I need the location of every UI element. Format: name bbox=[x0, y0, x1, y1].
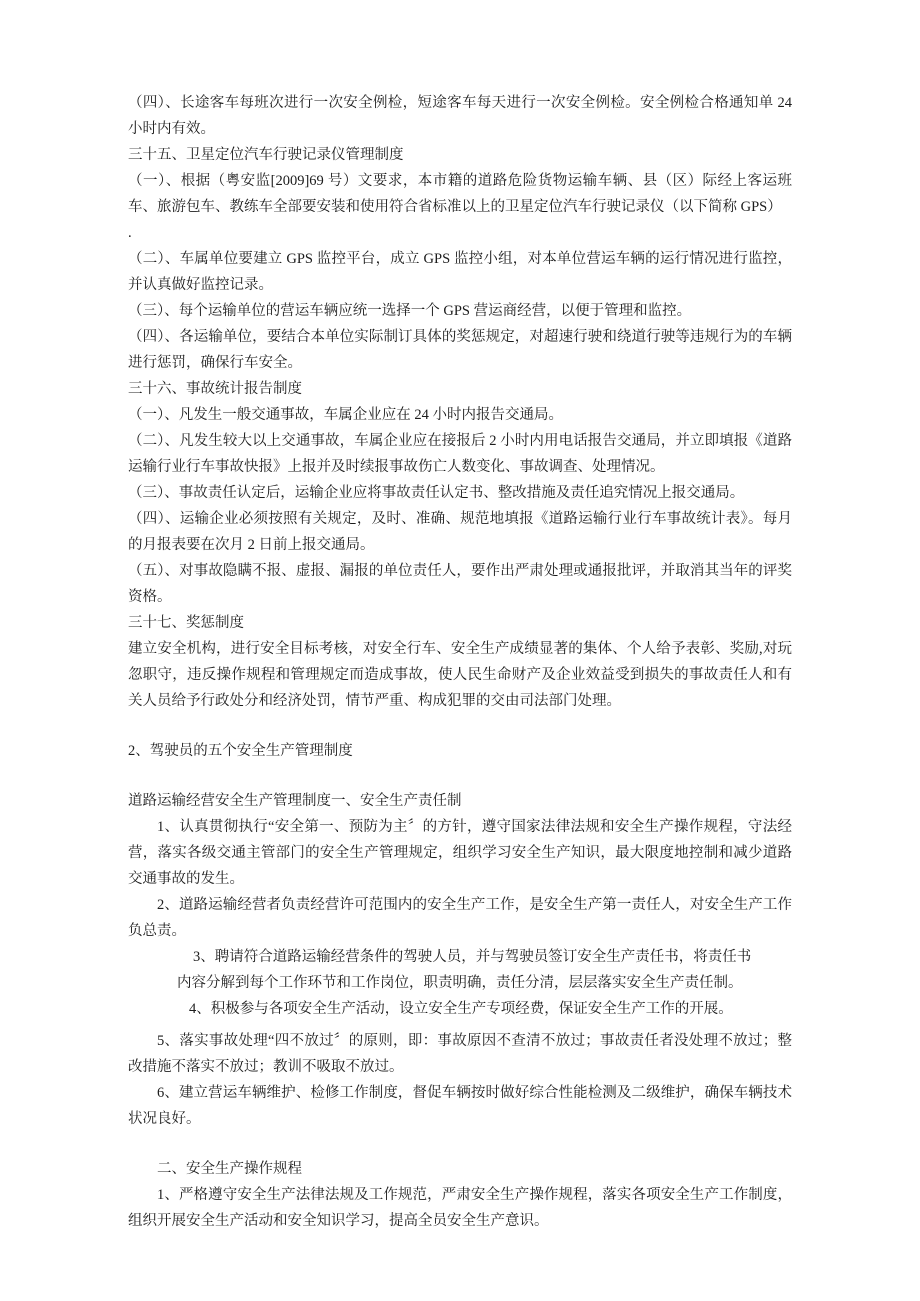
section-heading-responsibility-system: 道路运输经营安全生产管理制度一、安全生产责任制 bbox=[128, 793, 462, 809]
section-heading-driver-five-systems: 2、驾驶员的五个安全生产管理制度 bbox=[128, 743, 353, 759]
paragraph-resp-item4: 4、积极参与各项安全生产活动，设立安全生产专项经费，保证安全生产工作的开展。 bbox=[189, 1001, 733, 1017]
paragraph-resp-item3-line1: 3、聘请符合道路运输经营条件的驾驶人员，并与驾驶员签订安全生产责任书，将责任书 bbox=[193, 949, 752, 965]
paragraph-35-item4: （四）、各运输单位，要结合本单位实际制订具体的奖惩规定，对超速行驶和绕道行驶等违规行为的车辆进行惩罚，确保行车安全。 bbox=[128, 329, 792, 371]
paragraph-resp-item3-line2: 内容分解到每个工作环节和工作岗位，职责明确，责任分清，层层落实安全生产责任制。 bbox=[177, 975, 743, 991]
paragraph-36-item4: （四）、运输企业必须按照有关规定，及时、准确、规范地填报《道路运输行业行车事故统计表》。每月的月报表要在次月 2 日前上报交通局。 bbox=[128, 511, 792, 553]
paragraph-oper-item1: 1、严格遵守安全生产法律法规及工作规范，严肃安全生产操作规程，落实各项安全生产工作制度，组织开展安全生产活动和安全知识学习，提高全员安全生产意识。 bbox=[128, 1187, 792, 1229]
section-heading-operation-rules: 二、安全生产操作规程 bbox=[157, 1161, 302, 1177]
paragraph-resp-item1: 1、认真贯彻执行“安全第一、预防为主〞的方针，遵守国家法律法规和安全生产操作规程，守法经营，落实各级交通主管部门的安全生产管理规定，组织学习安全生产知识，最大限度地控制和减少道路交通事故的发生。 bbox=[128, 819, 792, 887]
paragraph-safety-inspection-item4: （四）、长途客车每班次进行一次安全例检，短途客车每天进行一次安全例检。安全例检合格通知单 24 小时内有效。 bbox=[128, 95, 792, 137]
section-heading-35-gps-recorder: 三十五、卫星定位汽车行驶记录仪管理制度 bbox=[128, 147, 404, 163]
section-heading-36-accident-report: 三十六、事故统计报告制度 bbox=[128, 381, 302, 397]
paragraph-35-item3: （三）、每个运输单位的营运车辆应统一选择一个 GPS 营运商经营，以便于管理和监控。 bbox=[128, 303, 692, 319]
section-heading-37-reward-punishment: 三十七、奖惩制度 bbox=[128, 615, 244, 631]
paragraph-36-item2: （二）、凡发生较大以上交通事故，车属企业应在接报后 2 小时内用电话报告交通局，并立即填报《道路运输行业行车事故快报》上报并及时续报事故伤亡人数变化、事故调查、处理情况。 bbox=[128, 433, 792, 475]
paragraph-stray-period: . bbox=[128, 225, 132, 241]
paragraph-resp-item2: 2、道路运输经营者负责经营许可范围内的安全生产工作，是安全生产第一责任人，对安全生产工作负总责。 bbox=[128, 897, 792, 939]
document-body bbox=[128, 90, 792, 1234]
blank-line bbox=[128, 714, 792, 738]
paragraph-36-item3: （三）、事故责任认定后，运输企业应将事故责任认定书、整改措施及责任追究情况上报交通局。 bbox=[128, 485, 745, 501]
paragraph-resp-item5: 5、落实事故处理“四不放过〞的原则，即：事故原因不查清不放过；事故责任者没处理不放过；整改措施不落实不放过；教训不吸取不放过。 bbox=[128, 1033, 792, 1075]
paragraph-37-body: 建立安全机构，进行安全目标考核，对安全行车、安全生产成绩显著的集体、个人给予表彰、奖励,对玩忽职守，违反操作规程和管理规定而造成事故，使人民生命财产及企业效益受到损失的事故责任人和有关人员给予行政处分和经济处罚，情节严重、构成犯罪的交由司法部门处理。 bbox=[128, 641, 792, 709]
paragraph-35-item2: （二）、车属单位要建立 GPS 监控平台，成立 GPS 监控小组，对本单位营运车辆的运行情况进行监控，并认真做好监控记录。 bbox=[128, 251, 792, 293]
blank-line bbox=[128, 1132, 792, 1156]
paragraph-36-item1: （一）、凡发生一般交通事故，车属企业应在 24 小时内报告交通局。 bbox=[128, 407, 563, 423]
paragraph-36-item5: （五）、对事故隐瞒不报、虚报、漏报的单位责任人，要作出严肃处理或通报批评，并取消其当年的评奖资格。 bbox=[128, 563, 792, 605]
paragraph-resp-item6: 6、建立营运车辆维护、检修工作制度，督促车辆按时做好综合性能检测及二级维护，确保车辆技术状况良好。 bbox=[128, 1085, 792, 1127]
blank-line bbox=[128, 764, 792, 788]
paragraph-35-item1: （一）、根据（粤安监[2009]69 号）文要求，本市籍的道路危险货物运输车辆、县（区）际经上客运班车、旅游包车、教练车全部要安装和使用符合省标准以上的卫星定位汽车行驶记录仪（以下简称 GPS） bbox=[128, 173, 792, 215]
